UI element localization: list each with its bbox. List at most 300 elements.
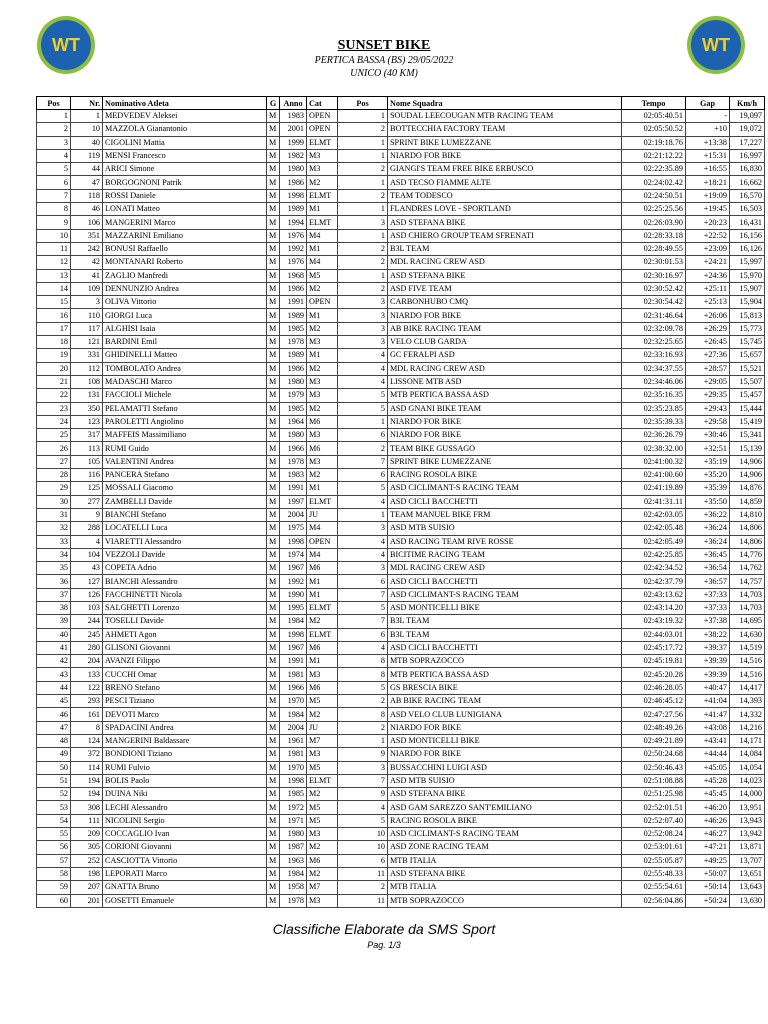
cell-gap: +32:51 — [686, 442, 730, 455]
cell-bib: 116 — [71, 469, 103, 482]
cell-gender: M — [267, 695, 280, 708]
cell-category: M3 — [307, 455, 338, 468]
table-row — [37, 695, 765, 708]
cell-athlete: CORIONI Giovanni — [103, 841, 267, 854]
cell-year: 1991 — [280, 482, 307, 495]
cell-athlete: NICOLINI Sergio — [103, 814, 267, 827]
header-category: Cat — [307, 97, 338, 110]
cell-category: M6 — [307, 854, 338, 867]
cell-gender: M — [267, 229, 280, 242]
cell-category: M4 — [307, 522, 338, 535]
cell-year: 1976 — [280, 256, 307, 269]
cell-time: 02:41:00.32 — [622, 455, 686, 468]
cell-speed: 16,830 — [730, 163, 765, 176]
cell-time: 02:46:28.05 — [622, 681, 686, 694]
cell-gap: +18:21 — [686, 176, 730, 189]
cell-athlete: BONDIONI Tiziano — [103, 748, 267, 761]
cell-team: BOTTECCHIA FACTORY TEAM — [388, 123, 622, 136]
cell-bib: 121 — [71, 336, 103, 349]
cell-athlete: GOSETTI Emanuele — [103, 894, 267, 907]
cell-cat-pos: 6 — [338, 575, 388, 588]
cell-gap: +23:09 — [686, 242, 730, 255]
cell-athlete: RUMI Fulvio — [103, 761, 267, 774]
cell-gender: M — [267, 256, 280, 269]
cell-year: 2001 — [280, 123, 307, 136]
cell-team: TEAM MANUEL BIKE FRM — [388, 508, 622, 521]
cell-speed: 15,341 — [730, 429, 765, 442]
table-row — [37, 349, 765, 362]
cell-team: ASD STEFANA BIKE — [388, 867, 622, 880]
cell-time: 02:45:17.72 — [622, 641, 686, 654]
cell-pos: 54 — [37, 814, 71, 827]
cell-category: M3 — [307, 429, 338, 442]
table-row — [37, 322, 765, 335]
cell-pos: 46 — [37, 708, 71, 721]
cell-time: 02:33:16.93 — [622, 349, 686, 362]
cell-athlete: ALGHISI Isaia — [103, 322, 267, 335]
cell-gender: M — [267, 734, 280, 747]
cell-pos: 45 — [37, 695, 71, 708]
cell-gap: +29:35 — [686, 389, 730, 402]
cell-time: 02:19:18.76 — [622, 136, 686, 149]
cell-gender: M — [267, 163, 280, 176]
cell-gender: M — [267, 269, 280, 282]
cell-team: FLANDRES LOVE - SPORTLAND — [388, 203, 622, 216]
cell-speed: 14,806 — [730, 522, 765, 535]
cell-gender: M — [267, 362, 280, 375]
cell-team: BUSSACCHINI LUIGI ASD — [388, 761, 622, 774]
cell-athlete: AHMETI Agon — [103, 628, 267, 641]
cell-category: ELMT — [307, 136, 338, 149]
cell-cat-pos: 9 — [338, 788, 388, 801]
table-row — [37, 841, 765, 854]
cell-gender: M — [267, 628, 280, 641]
cell-gap: +26:45 — [686, 336, 730, 349]
cell-category: M4 — [307, 256, 338, 269]
cell-category: M3 — [307, 748, 338, 761]
cell-team: MDL RACING CREW ASD — [388, 562, 622, 575]
cell-bib: 204 — [71, 655, 103, 668]
table-row — [37, 309, 765, 322]
cell-team: GS BRESCIA BIKE — [388, 681, 622, 694]
cell-cat-pos: 2 — [338, 695, 388, 708]
cell-year: 1998 — [280, 628, 307, 641]
cell-cat-pos: 3 — [338, 309, 388, 322]
cell-bib: 245 — [71, 628, 103, 641]
cell-gap: +25:11 — [686, 282, 730, 295]
cell-team: MDL RACING CREW ASD — [388, 362, 622, 375]
cell-year: 1980 — [280, 163, 307, 176]
cell-athlete: MENSI Francesco — [103, 149, 267, 162]
cell-gender: M — [267, 375, 280, 388]
table-row — [37, 203, 765, 216]
cell-category: ELMT — [307, 601, 338, 614]
cell-category: JU — [307, 508, 338, 521]
cell-pos: 34 — [37, 548, 71, 561]
header-team: Nome Squadra — [388, 97, 622, 110]
cell-year: 2004 — [280, 721, 307, 734]
cell-bib: 10 — [71, 123, 103, 136]
cell-team: MTB ITALIA — [388, 854, 622, 867]
cell-gap: +46:27 — [686, 828, 730, 841]
cell-team: ASD MTB SUISIO — [388, 774, 622, 787]
header-cat-pos: Pos — [338, 97, 388, 110]
cell-category: ELMT — [307, 216, 338, 229]
cell-cat-pos: 2 — [338, 123, 388, 136]
table-row — [37, 881, 765, 894]
cell-team: MTB ITALIA — [388, 881, 622, 894]
cell-speed: 15,507 — [730, 375, 765, 388]
cell-pos: 37 — [37, 588, 71, 601]
cell-pos: 15 — [37, 296, 71, 309]
cell-category: M2 — [307, 282, 338, 295]
cell-category: M7 — [307, 881, 338, 894]
cell-gap: +45:05 — [686, 761, 730, 774]
cell-category: ELMT — [307, 774, 338, 787]
header-speed: Km/h — [730, 97, 765, 110]
cell-year: 1963 — [280, 854, 307, 867]
cell-team: BICITIME RACING TEAM — [388, 548, 622, 561]
cell-gender: M — [267, 322, 280, 335]
cell-athlete: VIARETTI Alessandro — [103, 535, 267, 548]
cell-cat-pos: 10 — [338, 841, 388, 854]
cell-category: ELMT — [307, 495, 338, 508]
cell-speed: 15,457 — [730, 389, 765, 402]
cell-cat-pos: 4 — [338, 495, 388, 508]
cell-category: M3 — [307, 828, 338, 841]
cell-cat-pos: 3 — [338, 761, 388, 774]
table-row — [37, 362, 765, 375]
cell-gap: +24:36 — [686, 269, 730, 282]
cell-pos: 18 — [37, 336, 71, 349]
cell-category: M5 — [307, 269, 338, 282]
table-row — [37, 522, 765, 535]
cell-pos: 53 — [37, 801, 71, 814]
cell-gap: +29:05 — [686, 375, 730, 388]
cell-gap: +20:23 — [686, 216, 730, 229]
cell-year: 1967 — [280, 641, 307, 654]
cell-gap: +27:36 — [686, 349, 730, 362]
cell-cat-pos: 5 — [338, 814, 388, 827]
cell-time: 02:34:46.06 — [622, 375, 686, 388]
cell-cat-pos: 2 — [338, 881, 388, 894]
cell-gender: M — [267, 349, 280, 362]
cell-team: ASD MTB SUISIO — [388, 522, 622, 535]
cell-category: M6 — [307, 681, 338, 694]
table-row — [37, 256, 765, 269]
cell-bib: 126 — [71, 588, 103, 601]
cell-pos: 25 — [37, 429, 71, 442]
cell-cat-pos: 3 — [338, 296, 388, 309]
cell-bib: 46 — [71, 203, 103, 216]
cell-athlete: BORGOGNONI Patrik — [103, 176, 267, 189]
cell-year: 1958 — [280, 881, 307, 894]
cell-gap: +46:26 — [686, 814, 730, 827]
table-row — [37, 562, 765, 575]
cell-time: 02:34:37.55 — [622, 362, 686, 375]
cell-team: ASD CICLI BACCHETTI — [388, 641, 622, 654]
cell-time: 02:47:27.56 — [622, 708, 686, 721]
cell-cat-pos: 1 — [338, 269, 388, 282]
cell-athlete: PANCERA Stefano — [103, 469, 267, 482]
cell-time: 02:32:09.78 — [622, 322, 686, 335]
cell-cat-pos: 6 — [338, 628, 388, 641]
cell-team: ASD CHIERO GROUP TEAM SFRENATI — [388, 229, 622, 242]
table-row — [37, 455, 765, 468]
cell-team: CARBONHUBO CMQ — [388, 296, 622, 309]
cell-team: SOUDAL LEECOUGAN MTB RACING TEAM — [388, 110, 622, 123]
cell-time: 02:22:35.89 — [622, 163, 686, 176]
table-row — [37, 867, 765, 880]
cell-athlete: LONATI Matteo — [103, 203, 267, 216]
cell-bib: 127 — [71, 575, 103, 588]
cell-team: NIARDO FOR BIKE — [388, 309, 622, 322]
cell-cat-pos: 1 — [338, 415, 388, 428]
cell-time: 02:30:01.53 — [622, 256, 686, 269]
cell-category: M1 — [307, 575, 338, 588]
cell-category: M7 — [307, 734, 338, 747]
cell-category: M6 — [307, 415, 338, 428]
table-body — [37, 110, 765, 908]
cell-pos: 50 — [37, 761, 71, 774]
cell-gender: M — [267, 469, 280, 482]
cell-athlete: LEPORATI Marco — [103, 867, 267, 880]
cell-speed: 15,997 — [730, 256, 765, 269]
cell-time: 02:28:49.55 — [622, 242, 686, 255]
cell-year: 1998 — [280, 189, 307, 202]
cell-bib: 114 — [71, 761, 103, 774]
cell-cat-pos: 11 — [338, 867, 388, 880]
table-row — [37, 535, 765, 548]
cell-speed: 14,519 — [730, 641, 765, 654]
table-row — [37, 242, 765, 255]
cell-speed: 17,227 — [730, 136, 765, 149]
cell-speed: 13,951 — [730, 801, 765, 814]
cell-speed: 14,000 — [730, 788, 765, 801]
cell-year: 1978 — [280, 894, 307, 907]
cell-speed: 15,904 — [730, 296, 765, 309]
cell-category: M3 — [307, 389, 338, 402]
cell-time: 02:48:49.26 — [622, 721, 686, 734]
cell-team: SPRINT BIKE LUMEZZANE — [388, 136, 622, 149]
cell-speed: 14,516 — [730, 655, 765, 668]
cell-gender: M — [267, 615, 280, 628]
cell-time: 02:30:54.42 — [622, 296, 686, 309]
cell-gap: +36:22 — [686, 508, 730, 521]
cell-gender: M — [267, 336, 280, 349]
cell-pos: 33 — [37, 535, 71, 548]
cell-time: 02:30:16.97 — [622, 269, 686, 282]
cell-gap: +29:58 — [686, 415, 730, 428]
cell-year: 1983 — [280, 469, 307, 482]
cell-gender: M — [267, 588, 280, 601]
table-row — [37, 216, 765, 229]
cell-cat-pos: 4 — [338, 349, 388, 362]
cell-year: 1987 — [280, 841, 307, 854]
cell-category: M3 — [307, 894, 338, 907]
cell-team: NIARDO FOR BIKE — [388, 748, 622, 761]
cell-speed: 13,942 — [730, 828, 765, 841]
cell-speed: 14,776 — [730, 548, 765, 561]
cell-cat-pos: 3 — [338, 522, 388, 535]
cell-team: NIARDO FOR BIKE — [388, 415, 622, 428]
cell-gap: +47:21 — [686, 841, 730, 854]
cell-year: 1994 — [280, 216, 307, 229]
cell-gap: +39:39 — [686, 668, 730, 681]
cell-pos: 43 — [37, 668, 71, 681]
table-row — [37, 681, 765, 694]
cell-gender: M — [267, 442, 280, 455]
cell-team: ASD CICLI BACCHETTI — [388, 575, 622, 588]
cell-gap: +43:08 — [686, 721, 730, 734]
cell-time: 02:35:39.33 — [622, 415, 686, 428]
cell-year: 1980 — [280, 375, 307, 388]
table-row — [37, 721, 765, 734]
cell-time: 02:26:03.90 — [622, 216, 686, 229]
cell-gender: M — [267, 548, 280, 561]
cell-year: 1985 — [280, 322, 307, 335]
cell-bib: 331 — [71, 349, 103, 362]
cell-time: 02:36:26.79 — [622, 429, 686, 442]
cell-cat-pos: 4 — [338, 641, 388, 654]
cell-gender: M — [267, 110, 280, 123]
cell-gap: +37:33 — [686, 588, 730, 601]
cell-speed: 13,707 — [730, 854, 765, 867]
cell-gap: +36:24 — [686, 522, 730, 535]
cell-pos: 6 — [37, 176, 71, 189]
cell-gender: M — [267, 761, 280, 774]
cell-speed: 13,943 — [730, 814, 765, 827]
cell-time: 02:05:50.52 — [622, 123, 686, 136]
cell-speed: 16,503 — [730, 203, 765, 216]
cell-pos: 7 — [37, 189, 71, 202]
cell-bib: 9 — [71, 508, 103, 521]
cell-cat-pos: 5 — [338, 402, 388, 415]
cell-year: 1976 — [280, 229, 307, 242]
cell-speed: 15,813 — [730, 309, 765, 322]
cell-speed: 14,171 — [730, 734, 765, 747]
cell-gender: M — [267, 562, 280, 575]
header-gender: G — [267, 97, 280, 110]
cell-category: M1 — [307, 242, 338, 255]
cell-time: 02:43:14.20 — [622, 601, 686, 614]
cell-athlete: BOLIS Paolo — [103, 774, 267, 787]
cell-pos: 9 — [37, 216, 71, 229]
cell-athlete: ZAMBELLI Davide — [103, 495, 267, 508]
cell-cat-pos: 1 — [338, 110, 388, 123]
cell-speed: 14,906 — [730, 455, 765, 468]
cell-cat-pos: 1 — [338, 203, 388, 216]
cell-athlete: RUMI Guido — [103, 442, 267, 455]
table-row — [37, 548, 765, 561]
cell-pos: 56 — [37, 841, 71, 854]
cell-bib: 201 — [71, 894, 103, 907]
cell-pos: 39 — [37, 615, 71, 628]
cell-speed: 16,126 — [730, 242, 765, 255]
cell-year: 1967 — [280, 562, 307, 575]
cell-pos: 10 — [37, 229, 71, 242]
cell-pos: 38 — [37, 601, 71, 614]
cell-speed: 15,907 — [730, 282, 765, 295]
cell-gender: M — [267, 854, 280, 867]
cell-athlete: LECHI Alessandro — [103, 801, 267, 814]
cell-gap: +39:39 — [686, 655, 730, 668]
cell-gap: +41:04 — [686, 695, 730, 708]
cell-gap: +46:20 — [686, 801, 730, 814]
cell-speed: 14,516 — [730, 668, 765, 681]
cell-gender: M — [267, 189, 280, 202]
cell-gender: M — [267, 402, 280, 415]
cell-bib: 47 — [71, 176, 103, 189]
cell-athlete: GNATTA Bruno — [103, 881, 267, 894]
cell-pos: 36 — [37, 575, 71, 588]
cell-speed: 19,097 — [730, 110, 765, 123]
cell-gender: M — [267, 655, 280, 668]
cell-athlete: MANGERINI Marco — [103, 216, 267, 229]
cell-pos: 47 — [37, 721, 71, 734]
cell-year: 1990 — [280, 588, 307, 601]
cell-bib: 41 — [71, 269, 103, 282]
cell-speed: 13,871 — [730, 841, 765, 854]
table-row — [37, 110, 765, 123]
cell-gap: +39:37 — [686, 641, 730, 654]
cell-pos: 3 — [37, 136, 71, 149]
cell-team: ASD ZONE RACING TEAM — [388, 841, 622, 854]
cell-speed: 14,417 — [730, 681, 765, 694]
cell-category: JU — [307, 721, 338, 734]
cell-speed: 16,662 — [730, 176, 765, 189]
cell-year: 1989 — [280, 349, 307, 362]
cell-athlete: ROSSI Daniele — [103, 189, 267, 202]
cell-time: 02:21:12.22 — [622, 149, 686, 162]
cell-gender: M — [267, 641, 280, 654]
cell-year: 1979 — [280, 389, 307, 402]
cell-speed: 14,810 — [730, 508, 765, 521]
cell-year: 1981 — [280, 748, 307, 761]
cell-bib: 308 — [71, 801, 103, 814]
cell-team: ASD MONTICELLI BIKE — [388, 601, 622, 614]
cell-speed: 16,156 — [730, 229, 765, 242]
table-row — [37, 575, 765, 588]
table-row — [37, 495, 765, 508]
cell-bib: 350 — [71, 402, 103, 415]
cell-cat-pos: 4 — [338, 535, 388, 548]
cell-athlete: PAROLETTI Angiolino — [103, 415, 267, 428]
cell-speed: 14,393 — [730, 695, 765, 708]
cell-cat-pos: 10 — [338, 828, 388, 841]
cell-cat-pos: 9 — [338, 748, 388, 761]
cell-category: M3 — [307, 375, 338, 388]
cell-cat-pos: 1 — [338, 176, 388, 189]
logo-left-text: WT — [52, 35, 80, 55]
cell-team: ASD RACING TEAM RIVE ROSSE — [388, 535, 622, 548]
cell-bib: 293 — [71, 695, 103, 708]
cell-cat-pos: 4 — [338, 801, 388, 814]
cell-category: M2 — [307, 867, 338, 880]
cell-category: M4 — [307, 548, 338, 561]
cell-cat-pos: 2 — [338, 256, 388, 269]
cell-pos: 40 — [37, 628, 71, 641]
cell-pos: 26 — [37, 442, 71, 455]
cell-gap: +36:54 — [686, 562, 730, 575]
cell-pos: 4 — [37, 149, 71, 162]
cell-bib: 131 — [71, 389, 103, 402]
cell-pos: 2 — [37, 123, 71, 136]
table-row — [37, 588, 765, 601]
table-row — [37, 189, 765, 202]
header-bib: Nr. — [71, 97, 103, 110]
cell-team: ASD STEFANA BIKE — [388, 269, 622, 282]
